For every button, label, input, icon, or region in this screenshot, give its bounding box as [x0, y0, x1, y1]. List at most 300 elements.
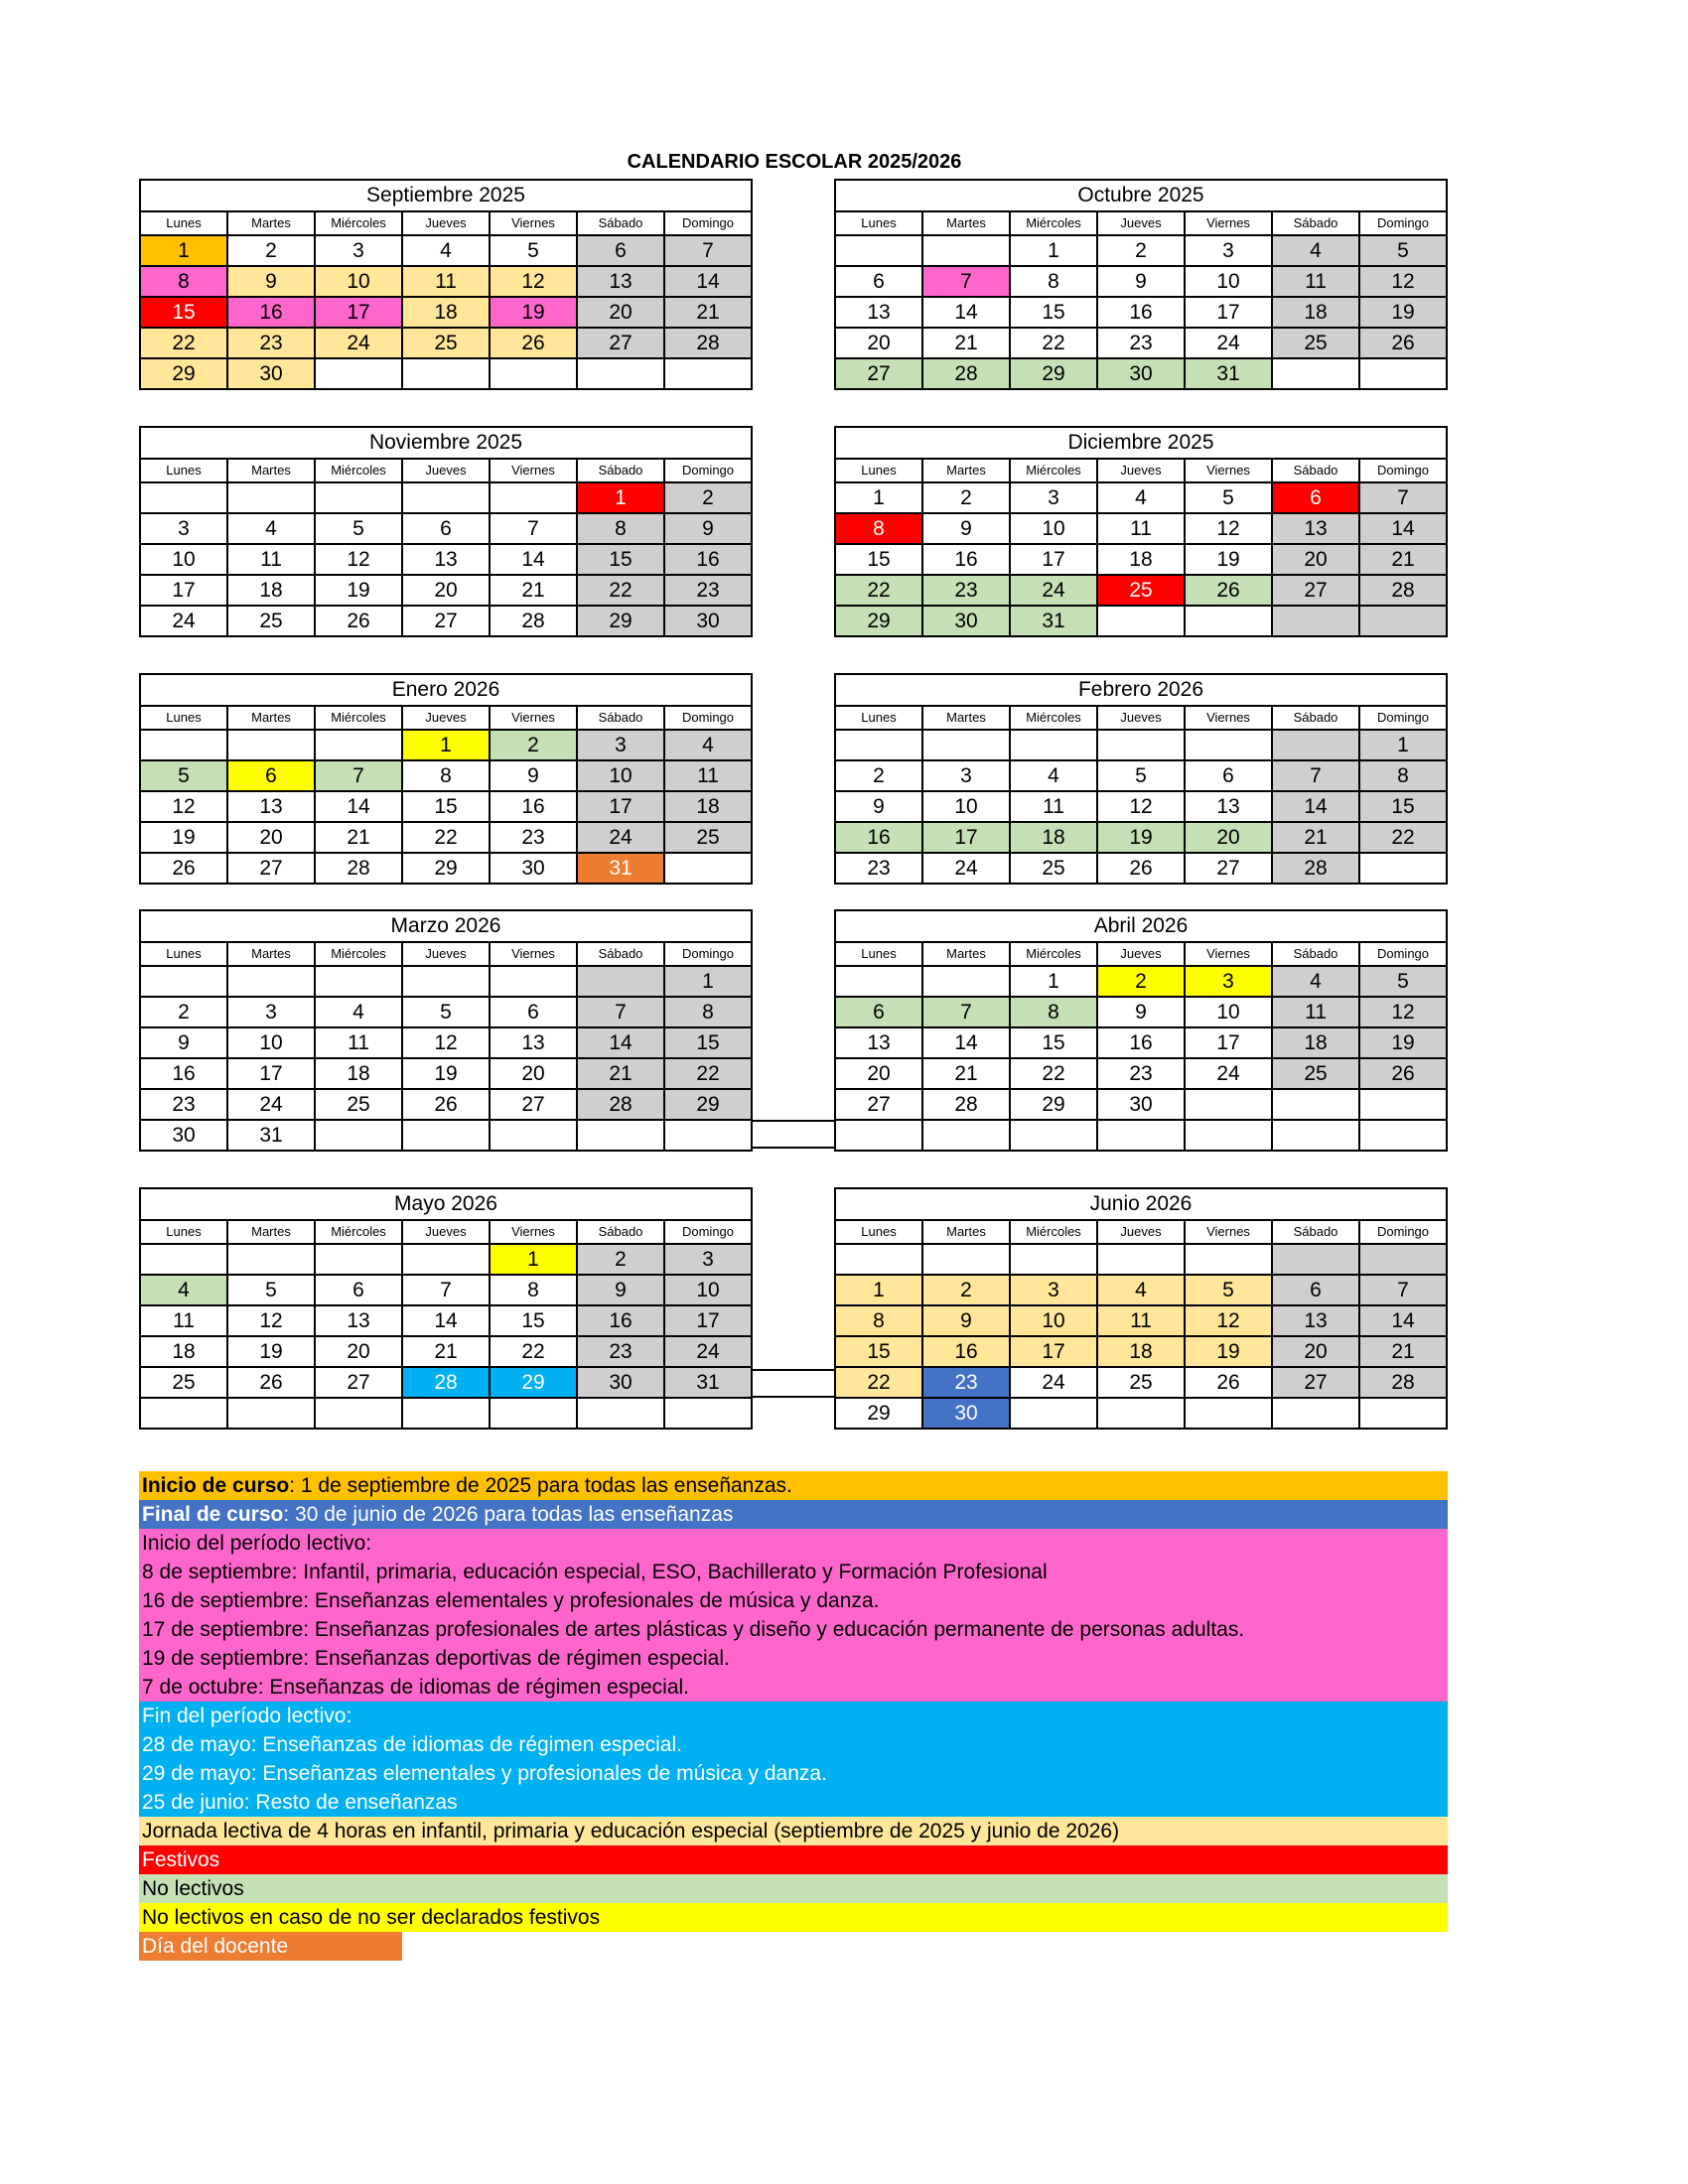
day-cell: 25	[140, 1367, 227, 1398]
day-cell: 20	[490, 1058, 577, 1089]
week-row	[140, 1120, 752, 1151]
week-row	[835, 760, 1447, 791]
day-cell: 13	[835, 1027, 922, 1058]
legend-fin-periodo-0: Fin del período lectivo:	[139, 1702, 1448, 1730]
day-cell: 3	[1185, 966, 1272, 997]
day-cell: 12	[1185, 1305, 1272, 1336]
weekday-header: Sábado	[577, 1220, 664, 1244]
day-cell: 31	[1185, 358, 1272, 389]
day-cell	[1272, 606, 1359, 636]
day-cell: 26	[1185, 1367, 1272, 1398]
day-cell: 15	[140, 297, 227, 328]
day-cell: 26	[1359, 328, 1447, 358]
day-cell: 9	[835, 791, 922, 822]
day-cell	[140, 966, 227, 997]
legend-dia-docente: Día del docente	[139, 1932, 402, 1961]
day-cell: 27	[577, 328, 664, 358]
day-cell: 4	[1272, 966, 1359, 997]
day-cell	[1010, 1120, 1097, 1151]
day-cell: 6	[490, 997, 577, 1027]
weekday-header: Viernes	[1185, 942, 1272, 966]
day-cell: 4	[402, 235, 490, 266]
day-cell: 19	[1359, 297, 1447, 328]
day-cell	[922, 730, 1010, 760]
day-cell	[577, 966, 664, 997]
day-cell	[1185, 1120, 1272, 1151]
month-name: Septiembre 2025	[140, 180, 752, 211]
day-cell: 28	[1359, 575, 1447, 606]
day-cell: 18	[1097, 1336, 1185, 1367]
day-cell: 20	[577, 297, 664, 328]
day-cell: 20	[1272, 1336, 1359, 1367]
weekday-header: Martes	[227, 459, 315, 482]
day-cell: 7	[1359, 482, 1447, 513]
day-cell: 12	[1359, 997, 1447, 1027]
day-cell: 1	[140, 235, 227, 266]
day-cell: 5	[227, 1275, 315, 1305]
day-cell	[315, 1120, 402, 1151]
day-cell: 11	[1010, 791, 1097, 822]
month-table-abril	[834, 909, 1448, 1152]
day-cell	[1010, 1398, 1097, 1429]
weekday-header: Miércoles	[1010, 942, 1097, 966]
day-cell	[922, 1244, 1010, 1275]
day-cell: 3	[315, 235, 402, 266]
day-cell: 24	[664, 1336, 752, 1367]
day-cell	[140, 482, 227, 513]
day-cell: 4	[1010, 760, 1097, 791]
weekday-header: Martes	[227, 211, 315, 235]
day-cell: 19	[402, 1058, 490, 1089]
day-cell: 18	[227, 575, 315, 606]
day-cell	[227, 966, 315, 997]
weekday-header: Miércoles	[315, 1220, 402, 1244]
weekday-header: Domingo	[664, 459, 752, 482]
day-cell: 2	[664, 482, 752, 513]
weekday-header: Sábado	[1272, 1220, 1359, 1244]
day-cell: 23	[922, 575, 1010, 606]
weekday-header: Jueves	[402, 211, 490, 235]
day-cell	[1097, 1120, 1185, 1151]
day-cell: 10	[1185, 997, 1272, 1027]
day-cell: 2	[1097, 966, 1185, 997]
weekday-header: Miércoles	[315, 459, 402, 482]
weekday-header: Sábado	[1272, 706, 1359, 730]
day-cell: 31	[227, 1120, 315, 1151]
week-row	[140, 1275, 752, 1305]
week-row	[835, 575, 1447, 606]
weekday-header: Viernes	[490, 459, 577, 482]
day-cell: 7	[402, 1275, 490, 1305]
day-cell: 16	[227, 297, 315, 328]
day-cell: 4	[1097, 482, 1185, 513]
day-cell: 2	[140, 997, 227, 1027]
day-cell	[227, 1398, 315, 1429]
day-cell: 9	[227, 266, 315, 297]
weekday-header: Domingo	[664, 211, 752, 235]
day-cell: 29	[835, 606, 922, 636]
week-row	[835, 1367, 1447, 1398]
week-row	[140, 482, 752, 513]
day-cell: 14	[1359, 513, 1447, 544]
day-cell: 13	[402, 544, 490, 575]
day-cell: 20	[402, 575, 490, 606]
week-row	[140, 853, 752, 884]
week-row	[835, 482, 1447, 513]
legend-inicio-periodo-0: Inicio del período lectivo:	[139, 1529, 1448, 1558]
day-cell: 24	[922, 853, 1010, 884]
day-cell	[1097, 1244, 1185, 1275]
day-cell: 21	[577, 1058, 664, 1089]
day-cell	[1097, 730, 1185, 760]
day-cell: 12	[315, 544, 402, 575]
day-cell: 5	[490, 235, 577, 266]
day-cell: 19	[315, 575, 402, 606]
weekday-header: Domingo	[1359, 942, 1447, 966]
day-cell	[490, 1398, 577, 1429]
day-cell	[1185, 1089, 1272, 1120]
day-cell: 27	[315, 1367, 402, 1398]
day-cell	[490, 482, 577, 513]
day-cell: 23	[835, 853, 922, 884]
day-cell: 25	[1010, 853, 1097, 884]
day-cell	[1185, 1398, 1272, 1429]
day-cell: 16	[577, 1305, 664, 1336]
week-row	[140, 1058, 752, 1089]
weekday-header: Domingo	[1359, 706, 1447, 730]
day-cell	[577, 1120, 664, 1151]
day-cell: 26	[1097, 853, 1185, 884]
weekday-header: Martes	[922, 211, 1010, 235]
day-cell: 21	[664, 297, 752, 328]
day-cell: 24	[1010, 575, 1097, 606]
day-cell: 24	[140, 606, 227, 636]
day-cell: 28	[922, 1089, 1010, 1120]
day-cell: 23	[1097, 328, 1185, 358]
day-cell: 21	[1359, 1336, 1447, 1367]
day-cell: 4	[140, 1275, 227, 1305]
day-cell: 11	[140, 1305, 227, 1336]
day-cell	[922, 235, 1010, 266]
day-cell: 19	[490, 297, 577, 328]
day-cell: 10	[577, 760, 664, 791]
weekday-header: Jueves	[402, 459, 490, 482]
day-cell: 5	[1097, 760, 1185, 791]
day-cell: 1	[1010, 966, 1097, 997]
weekday-header: Viernes	[1185, 706, 1272, 730]
calendar-title: CALENDARIO ESCOLAR 2025/2026	[627, 151, 962, 173]
day-cell: 27	[1272, 1367, 1359, 1398]
week-row	[835, 1058, 1447, 1089]
day-cell: 1	[577, 482, 664, 513]
week-row	[140, 1336, 752, 1367]
weekday-header: Viernes	[1185, 1220, 1272, 1244]
day-cell	[835, 730, 922, 760]
week-row	[835, 1336, 1447, 1367]
legend-no-lectivos: No lectivos	[139, 1874, 1448, 1903]
weekday-header: Martes	[922, 942, 1010, 966]
week-row	[140, 730, 752, 760]
day-cell: 13	[1272, 513, 1359, 544]
day-cell: 27	[402, 606, 490, 636]
day-cell: 23	[490, 822, 577, 853]
day-cell: 21	[922, 328, 1010, 358]
day-cell: 23	[140, 1089, 227, 1120]
day-cell: 8	[490, 1275, 577, 1305]
day-cell: 16	[140, 1058, 227, 1089]
day-cell: 10	[315, 266, 402, 297]
week-row	[140, 966, 752, 997]
week-row	[140, 997, 752, 1027]
week-row	[140, 822, 752, 853]
day-cell	[664, 1398, 752, 1429]
week-row	[140, 1305, 752, 1336]
day-cell: 26	[490, 328, 577, 358]
week-row	[140, 1089, 752, 1120]
week-row	[835, 1275, 1447, 1305]
day-cell: 4	[664, 730, 752, 760]
gap-cell-marzo-abril	[751, 1120, 836, 1149]
day-cell: 30	[490, 853, 577, 884]
day-cell: 21	[922, 1058, 1010, 1089]
legend-final-curso-label: Final de curso	[142, 1503, 284, 1526]
week-row	[140, 513, 752, 544]
day-cell: 27	[490, 1089, 577, 1120]
day-cell: 2	[577, 1244, 664, 1275]
day-cell: 24	[1185, 1058, 1272, 1089]
day-cell: 5	[140, 760, 227, 791]
day-cell: 31	[1010, 606, 1097, 636]
day-cell: 9	[1097, 266, 1185, 297]
day-cell	[1359, 358, 1447, 389]
day-cell	[1185, 730, 1272, 760]
day-cell: 13	[835, 297, 922, 328]
legend-jornada-4h: Jornada lectiva de 4 horas en infantil, primaria y educación especial (septiembre de 2025 y junio de 2026)	[139, 1817, 1448, 1845]
day-cell: 6	[227, 760, 315, 791]
day-cell	[1185, 1244, 1272, 1275]
day-cell: 6	[835, 266, 922, 297]
day-cell	[1097, 1398, 1185, 1429]
day-cell	[315, 1244, 402, 1275]
weekday-header: Miércoles	[1010, 1220, 1097, 1244]
month-table-febrero	[834, 673, 1448, 885]
day-cell: 8	[835, 1305, 922, 1336]
day-cell	[1359, 1089, 1447, 1120]
day-cell: 22	[577, 575, 664, 606]
weekday-header: Lunes	[140, 706, 227, 730]
day-cell: 20	[835, 1058, 922, 1089]
day-cell	[402, 1244, 490, 1275]
day-cell: 13	[1272, 1305, 1359, 1336]
day-cell: 7	[577, 997, 664, 1027]
week-row	[140, 266, 752, 297]
legend-fin-periodo-2: 29 de mayo: Enseñanzas elementales y profesionales de música y danza.	[139, 1759, 1448, 1788]
day-cell: 3	[577, 730, 664, 760]
day-cell: 19	[1359, 1027, 1447, 1058]
day-cell: 22	[490, 1336, 577, 1367]
week-row	[140, 297, 752, 328]
day-cell: 26	[1185, 575, 1272, 606]
day-cell: 1	[490, 1244, 577, 1275]
day-cell: 1	[402, 730, 490, 760]
day-cell: 29	[577, 606, 664, 636]
month-name: Noviembre 2025	[140, 427, 752, 459]
day-cell: 18	[1272, 1027, 1359, 1058]
month-name: Octubre 2025	[835, 180, 1447, 211]
day-cell: 14	[922, 297, 1010, 328]
day-cell: 18	[1010, 822, 1097, 853]
day-cell	[1359, 853, 1447, 884]
day-cell: 11	[1272, 266, 1359, 297]
day-cell: 28	[577, 1089, 664, 1120]
weekday-header: Martes	[227, 1220, 315, 1244]
day-cell: 17	[1185, 1027, 1272, 1058]
day-cell: 8	[1010, 266, 1097, 297]
weekday-header: Sábado	[577, 459, 664, 482]
day-cell: 27	[835, 358, 922, 389]
day-cell: 16	[922, 544, 1010, 575]
day-cell	[402, 1398, 490, 1429]
day-cell: 21	[490, 575, 577, 606]
day-cell: 12	[1097, 791, 1185, 822]
day-cell: 25	[315, 1089, 402, 1120]
day-cell: 9	[490, 760, 577, 791]
day-cell: 9	[922, 1305, 1010, 1336]
day-cell: 17	[577, 791, 664, 822]
weekday-header: Jueves	[402, 706, 490, 730]
day-cell: 19	[140, 822, 227, 853]
weekday-header: Miércoles	[315, 706, 402, 730]
day-cell: 7	[1272, 760, 1359, 791]
day-cell: 20	[835, 328, 922, 358]
day-cell: 7	[664, 235, 752, 266]
gap-cell-mayo-junio	[751, 1369, 836, 1398]
day-cell: 5	[315, 513, 402, 544]
weekday-header: Martes	[922, 459, 1010, 482]
day-cell: 9	[140, 1027, 227, 1058]
weekday-header: Jueves	[1097, 706, 1185, 730]
day-cell: 13	[577, 266, 664, 297]
week-row	[140, 235, 752, 266]
day-cell	[664, 1120, 752, 1151]
day-cell: 4	[1097, 1275, 1185, 1305]
weekday-header: Sábado	[577, 706, 664, 730]
day-cell: 26	[402, 1089, 490, 1120]
day-cell: 17	[1010, 544, 1097, 575]
day-cell: 5	[1359, 235, 1447, 266]
day-cell	[664, 358, 752, 389]
day-cell: 20	[1185, 822, 1272, 853]
day-cell	[1010, 730, 1097, 760]
day-cell: 6	[835, 997, 922, 1027]
day-cell: 29	[664, 1089, 752, 1120]
week-row	[140, 1027, 752, 1058]
day-cell: 21	[1272, 822, 1359, 853]
weekday-header: Sábado	[1272, 459, 1359, 482]
day-cell: 22	[664, 1058, 752, 1089]
week-row	[835, 266, 1447, 297]
weekday-header: Martes	[922, 1220, 1010, 1244]
day-cell	[1359, 1120, 1447, 1151]
day-cell: 30	[1097, 358, 1185, 389]
day-cell	[315, 1398, 402, 1429]
day-cell	[490, 966, 577, 997]
day-cell: 30	[227, 358, 315, 389]
day-cell: 3	[664, 1244, 752, 1275]
weekday-header: Viernes	[490, 706, 577, 730]
weekday-header: Viernes	[1185, 459, 1272, 482]
month-name: Febrero 2026	[835, 674, 1447, 706]
legend-no-lectivos-cond: No lectivos en caso de no ser declarados festivos	[139, 1903, 1448, 1932]
day-cell: 23	[664, 575, 752, 606]
day-cell: 26	[315, 606, 402, 636]
day-cell: 5	[402, 997, 490, 1027]
day-cell: 14	[664, 266, 752, 297]
day-cell: 1	[664, 966, 752, 997]
day-cell: 17	[140, 575, 227, 606]
day-cell	[315, 482, 402, 513]
day-cell: 29	[402, 853, 490, 884]
weekday-header: Viernes	[1185, 211, 1272, 235]
day-cell: 11	[315, 1027, 402, 1058]
week-row	[835, 791, 1447, 822]
day-cell: 19	[1185, 1336, 1272, 1367]
day-cell: 18	[1272, 297, 1359, 328]
day-cell: 28	[1359, 1367, 1447, 1398]
day-cell	[402, 482, 490, 513]
day-cell: 22	[1359, 822, 1447, 853]
day-cell	[1185, 606, 1272, 636]
day-cell: 16	[490, 791, 577, 822]
day-cell: 12	[140, 791, 227, 822]
day-cell: 19	[1097, 822, 1185, 853]
day-cell: 29	[490, 1367, 577, 1398]
day-cell: 2	[490, 730, 577, 760]
day-cell: 12	[490, 266, 577, 297]
weekday-header: Miércoles	[315, 942, 402, 966]
day-cell: 22	[402, 822, 490, 853]
day-cell: 5	[1185, 482, 1272, 513]
week-row	[835, 513, 1447, 544]
day-cell	[1010, 1244, 1097, 1275]
day-cell	[1272, 1089, 1359, 1120]
day-cell	[315, 358, 402, 389]
day-cell: 7	[315, 760, 402, 791]
day-cell: 3	[1010, 1275, 1097, 1305]
day-cell: 17	[1010, 1336, 1097, 1367]
day-cell: 24	[315, 328, 402, 358]
day-cell	[1272, 1244, 1359, 1275]
day-cell: 20	[315, 1336, 402, 1367]
day-cell: 11	[402, 266, 490, 297]
day-cell: 12	[402, 1027, 490, 1058]
day-cell: 10	[1010, 1305, 1097, 1336]
day-cell	[490, 358, 577, 389]
day-cell: 7	[922, 266, 1010, 297]
day-cell: 8	[140, 266, 227, 297]
day-cell: 23	[1097, 1058, 1185, 1089]
day-cell	[227, 730, 315, 760]
week-row	[835, 1027, 1447, 1058]
day-cell: 14	[490, 544, 577, 575]
day-cell: 30	[922, 1398, 1010, 1429]
day-cell: 26	[227, 1367, 315, 1398]
day-cell	[1272, 1398, 1359, 1429]
day-cell: 18	[315, 1058, 402, 1089]
day-cell: 16	[664, 544, 752, 575]
day-cell: 10	[1185, 266, 1272, 297]
day-cell	[490, 1120, 577, 1151]
